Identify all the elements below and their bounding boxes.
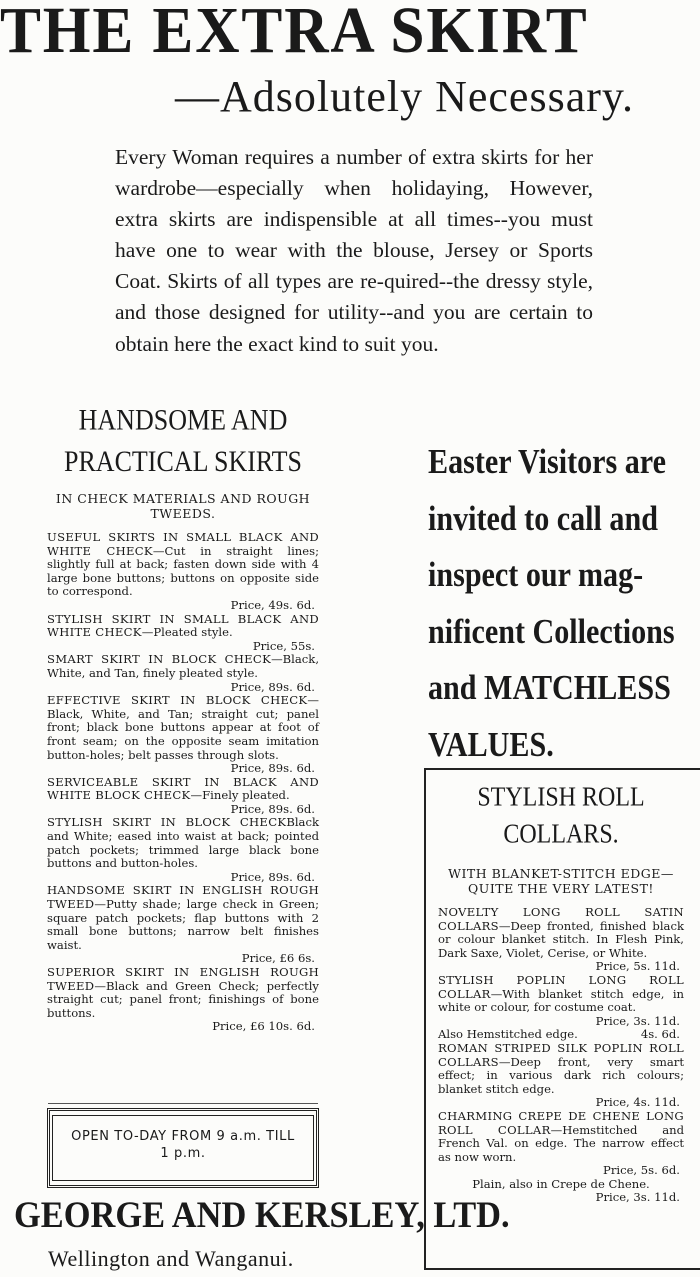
item-description: —Black, White, and Tan, finely pleated style. (47, 652, 319, 680)
collars-title: STYLISH ROLL COLLARS. (477, 782, 645, 850)
notice-line-1: OPEN TO-DAY FROM 9 a.m. TILL (71, 1129, 295, 1144)
skirt-item (47, 816, 319, 884)
collar-item (438, 974, 684, 1042)
item-price: Price, 3s. 11d. (595, 1013, 680, 1028)
item-description: —Black and Green Check; perfectly straight cut; panel front; finishings of bone buttons. (47, 978, 319, 1020)
opening-hours-notice (52, 1128, 314, 1162)
easter-message (428, 434, 675, 773)
item-description: —With blanket stitch edge, in white or colour, for costume coat. (438, 986, 684, 1015)
item-heading: CHARMING CREPE DE CHENE LONG ROLL COLLAR (438, 1108, 684, 1137)
item-price: Price, 4s. 11d. (595, 1095, 680, 1110)
skirt-item (47, 613, 319, 654)
item-heading: SMART SKIRT IN BLOCK CHECK (47, 652, 272, 667)
company-location: Wellington and Wanganui. (48, 1246, 294, 1271)
item-heading: EFFECTIVE SKIRT IN BLOCK CHECK (47, 693, 308, 708)
collars-subtitle: WITH BLANKET-STITCH EDGE— QUITE THE VERY LATEST! (448, 866, 674, 896)
item-description: —Deep front, very smart effect; in various dark rich colours; blanket stitch edge. (438, 1054, 684, 1096)
item-price: Price, 5s. 11d. (595, 959, 680, 974)
collar-item (438, 1042, 684, 1110)
item-description: —Cut in straight lines; slightly full at back; fasten down side with 4 large bone buttons; buttons on opposite side to correspond. (47, 543, 319, 599)
skirts-subtitle: IN CHECK MATERIALS AND ROUGH TWEEDS. (55, 491, 311, 521)
collars-section (438, 784, 684, 1205)
skirt-item (47, 884, 319, 966)
item-description: —Pleated style. (141, 625, 233, 640)
item-description: —Hemstitched and French Val. on edge. The narrow effect as now worn. (438, 1122, 685, 1164)
divider-rule (48, 1103, 318, 1104)
easter-line: invited to call and (428, 498, 658, 538)
skirts-list (47, 531, 319, 1034)
collars-list (438, 906, 684, 1205)
item-price: Price, 89s. 6d. (230, 869, 315, 884)
extra-option-text: Plain, also in Crepe de Chene. (472, 1176, 650, 1191)
item-heading: STYLISH POPLIN LONG ROLL COLLAR (438, 972, 684, 1001)
item-description: —Black, White, and Tan; straight cut; panel front; black bone buttons appear at foot of front seam; on the opposite seam imitation button-holes; belt passes through slots. (47, 693, 319, 762)
subheadline: —Adsolutely Necessary. (175, 72, 635, 121)
headline: THE EXTRA SKIRT (0, 0, 589, 67)
easter-line: nificent Collections (428, 611, 675, 651)
skirt-item (47, 776, 319, 817)
extra-option-price: Price, 3s. 11d. (595, 1190, 680, 1205)
skirts-title: HANDSOME AND PRACTICAL SKIRTS (63, 403, 302, 478)
item-heading: USEFUL SKIRTS IN SMALL BLACK AND WHITE CHECK (47, 530, 319, 558)
item-heading: STYLISH SKIRT IN SMALL BLACK AND WHITE CHECK (47, 611, 319, 640)
extra-option-text: Also Hemstitched edge. (438, 1027, 578, 1042)
item-heading: SUPERIOR SKIRT IN ENGLISH ROUGH TWEED (47, 965, 319, 993)
extra-option (438, 1028, 680, 1042)
easter-line: inspect our mag- (428, 555, 644, 594)
item-price: Price, 49s. 6d. (230, 597, 315, 612)
item-heading: HANDSOME SKIRT IN ENGLISH ROUGH TWEED (47, 883, 319, 912)
item-description: —Deep fronted, finished black or colour blanket stitch. In Flesh Pink, Dark Saxe, Violet, Cerise, or White. (438, 918, 684, 960)
easter-line: Easter Visitors are (428, 442, 666, 481)
item-description: —Finely pleated. (190, 788, 290, 803)
collar-item (438, 906, 684, 974)
skirt-item (47, 531, 319, 613)
notice-line-2: 1 p.m. (160, 1146, 206, 1161)
intro-paragraph (115, 142, 593, 360)
company-name: GEORGE AND KERSLEY, LTD. (14, 1195, 510, 1236)
item-price: Price, £6 10s. 6d. (212, 1019, 315, 1034)
skirt-item (47, 966, 319, 1034)
item-price: Price, 89s. 6d. (230, 679, 315, 694)
item-heading: STYLISH SKIRT IN BLOCK CHECK (47, 815, 287, 830)
item-price: Price, 5s. 6d. (603, 1163, 680, 1178)
easter-line: VALUES. (428, 724, 554, 764)
intro-text: Every Woman requires a number of extra skirts for her wardrobe—especially when holidaying, However, extra skirts are indispensible at all times--you must have one to wear with the blouse, Jersey or Sports Coat. Skirts of all types are re-quired--the dressy style, and those designed for utility--and you are certain to obtain here the exact kind to suit you. (115, 145, 593, 356)
skirt-item (47, 694, 319, 776)
easter-line: and MATCHLESS (428, 668, 671, 707)
skirts-section (47, 405, 319, 1034)
item-heading: SERVICEABLE SKIRT IN BLACK AND WHITE BLOCK CHECK (47, 774, 319, 803)
item-price: Price, 89s. 6d. (230, 801, 315, 816)
item-heading: ROMAN STRIPED SILK POPLIN ROLL COLLARS (438, 1040, 684, 1069)
extra-option-price: 4s. 6d. (640, 1027, 680, 1042)
item-price: Price, £6 6s. (241, 951, 315, 966)
skirt-item (47, 653, 319, 694)
item-heading: NOVELTY LONG ROLL SATIN COLLARS (438, 905, 684, 933)
item-price: Price, 89s. 6d. (230, 761, 315, 776)
item-description: Black and White; eased into waist at back; pointed patch pockets; trimmed large black bone buttons and button-holes. (47, 815, 319, 871)
item-description: —Putty shade; large check in Green; square patch pockets; flap buttons with 2 small bone buttons; narrow belt finishes waist. (47, 897, 319, 952)
item-price: Price, 55s. (252, 638, 315, 653)
collar-item (438, 1110, 684, 1205)
